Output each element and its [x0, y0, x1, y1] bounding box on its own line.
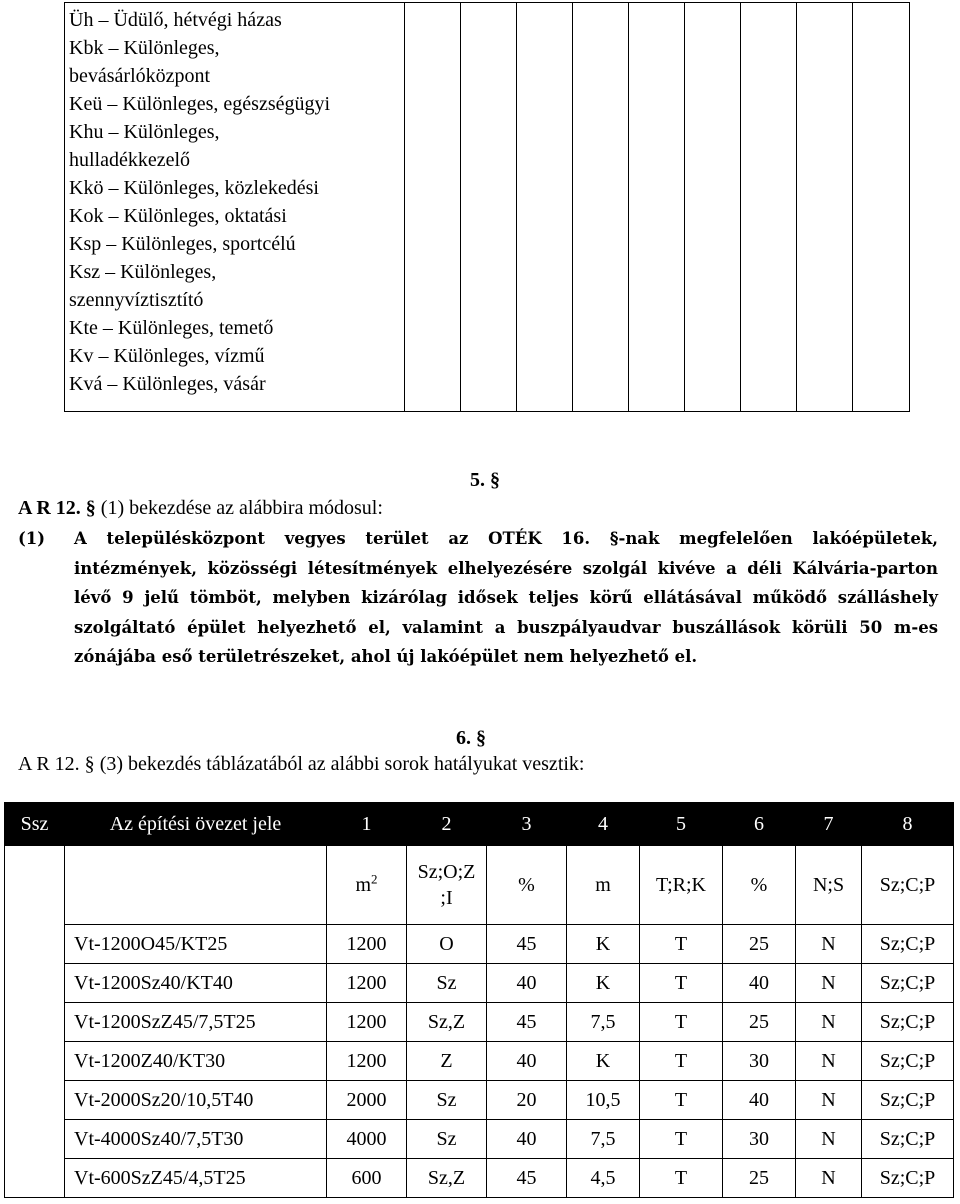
cell: 40 [487, 964, 567, 1003]
zone-list-table [64, 2, 910, 412]
empty-cell [741, 3, 797, 412]
cell: N [796, 964, 862, 1003]
cell: 45 [487, 1159, 567, 1198]
unit-3: % [487, 846, 567, 925]
cell: T [640, 1081, 723, 1120]
cell: 7,5 [567, 1120, 640, 1159]
zone-item: Kkö – Különleges, közlekedési [69, 177, 319, 199]
cell: T [640, 1003, 723, 1042]
table-row [5, 925, 954, 964]
cell: Sz;C;P [862, 1159, 954, 1198]
cell: 4000 [327, 1120, 407, 1159]
empty-cell [629, 3, 685, 412]
section-6-number: 6. § [456, 727, 486, 749]
zone-item: Ksz – Különleges, [69, 261, 217, 283]
header-zone-code: Az építési övezet jele [65, 803, 327, 846]
empty-cell [517, 3, 573, 412]
cell: N [796, 1081, 862, 1120]
empty-cell [685, 3, 741, 412]
cell: 1200 [327, 964, 407, 1003]
cell: K [567, 925, 640, 964]
empty-cell [461, 3, 517, 412]
table-row [5, 1159, 954, 1198]
section-5-number: 5. § [470, 469, 500, 491]
cell: Z [407, 1042, 487, 1081]
unit-2: Sz;O;Z ;I [407, 846, 487, 925]
cell: K [567, 1042, 640, 1081]
cell: N [796, 1120, 862, 1159]
cell: Sz;C;P [862, 925, 954, 964]
cell: N [796, 1003, 862, 1042]
section-5-amendment [18, 496, 383, 520]
cell: 40 [723, 964, 796, 1003]
zone-item: Kok – Különleges, oktatási [69, 205, 287, 227]
zone-item: Keü – Különleges, egészségügyi [69, 93, 331, 115]
empty-cell [797, 3, 853, 412]
zone-list-row [65, 3, 910, 412]
table-row [5, 1081, 954, 1120]
ssz-blank-cell [5, 846, 65, 1198]
header-col-3: 3 [487, 803, 567, 846]
header-col-2: 2 [407, 803, 487, 846]
cell: N [796, 1042, 862, 1081]
cell: 40 [487, 1120, 567, 1159]
section-6-ref: A R 12. § [18, 753, 95, 775]
cell: 1200 [327, 1042, 407, 1081]
table-row [5, 1003, 954, 1042]
section-6-amendment [18, 752, 584, 776]
header-col-7: 7 [796, 803, 862, 846]
cell: Sz;C;P [862, 1120, 954, 1159]
empty-cell [853, 3, 910, 412]
section-5-ref: A R 12. § [18, 497, 96, 519]
header-col-1: 1 [327, 803, 407, 846]
unit-8: Sz;C;P [862, 846, 954, 925]
zone-item: hulladékkezelő [69, 149, 191, 171]
cell: 45 [487, 1003, 567, 1042]
cell: 40 [723, 1081, 796, 1120]
unit-4: m [567, 846, 640, 925]
cell: Sz [407, 1081, 487, 1120]
header-col-8: 8 [862, 803, 954, 846]
unit-5: T;R;K [640, 846, 723, 925]
zone-item: Kbk – Különleges, [69, 37, 220, 59]
cell: 25 [723, 1159, 796, 1198]
cell: Sz;C;P [862, 964, 954, 1003]
header-col-4: 4 [567, 803, 640, 846]
zone-item: bevásárlóközpont [69, 65, 211, 87]
cell: 40 [487, 1042, 567, 1081]
cell: O [407, 925, 487, 964]
zone-table [4, 802, 954, 1198]
cell: 1200 [327, 925, 407, 964]
cell: Sz;C;P [862, 1003, 954, 1042]
zone-item: Üh – Üdülő, hétvégi házas [69, 9, 282, 31]
units-row [5, 846, 954, 925]
header-ssz: Ssz [5, 803, 65, 846]
table-row [5, 964, 954, 1003]
header-col-5: 5 [640, 803, 723, 846]
cell: Sz [407, 964, 487, 1003]
cell: T [640, 964, 723, 1003]
paragraph-text: A településközpont vegyes terület az OTÉK 16. §-nak megfelelően lakóépületek, intézmények, közösségi létesítmények elhelyezésére szolgál kivéve a déli Kálvária-parton lévő 9 jelű tömböt, melyben kizárólag idősek teljes körű ellátásával működő szálláshely szolgáltató épület helyezhető el, valamint a buszpályaudvar buszállások körüli 50 m-es zónájába eső területrészeket, ahol új lakóépület nem helyezhető el. [74, 529, 938, 666]
paragraph-number: (1) [18, 529, 46, 548]
section-5-paragraph [18, 524, 938, 672]
cell: 600 [327, 1159, 407, 1198]
cell: T [640, 1159, 723, 1198]
cell: 1200 [327, 1003, 407, 1042]
cell: Sz [407, 1120, 487, 1159]
unit-6: % [723, 846, 796, 925]
cell: Sz,Z [407, 1003, 487, 1042]
cell: 25 [723, 925, 796, 964]
zone-code: Vt-600SzZ45/4,5T25 [65, 1159, 327, 1198]
zone-code: Vt-2000Sz20/10,5T40 [65, 1081, 327, 1120]
cell: 10,5 [567, 1081, 640, 1120]
unit-7: N;S [796, 846, 862, 925]
cell: 25 [723, 1003, 796, 1042]
cell: Sz,Z [407, 1159, 487, 1198]
zone-item: szennyvíztisztító [69, 289, 204, 311]
zone-list-cell [65, 3, 405, 412]
zone-item: Ksp – Különleges, sportcélú [69, 233, 296, 255]
header-col-6: 6 [723, 803, 796, 846]
cell: N [796, 1159, 862, 1198]
empty-cell [573, 3, 629, 412]
cell: Sz;C;P [862, 1042, 954, 1081]
cell: 2000 [327, 1081, 407, 1120]
section-6-amend-text: (3) bekezdés táblázatából az alábbi sorok hatályukat vesztik: [94, 753, 585, 775]
cell: T [640, 1042, 723, 1081]
cell: 45 [487, 925, 567, 964]
cell: T [640, 1120, 723, 1159]
cell: 20 [487, 1081, 567, 1120]
unit-1: $m^2$ [327, 846, 407, 925]
table-row [5, 1120, 954, 1159]
zone-code: Vt-1200SzZ45/7,5T25 [65, 1003, 327, 1042]
zone-code: Vt-1200Sz40/KT40 [65, 964, 327, 1003]
cell: N [796, 925, 862, 964]
zone-code: Vt-1200O45/KT25 [65, 925, 327, 964]
zone-item: Kv – Különleges, vízmű [69, 345, 265, 367]
cell: 4,5 [567, 1159, 640, 1198]
cell: K [567, 964, 640, 1003]
zone-code: Vt-4000Sz40/7,5T30 [65, 1120, 327, 1159]
units-blank-cell [65, 846, 327, 925]
table-header-row [5, 803, 954, 846]
empty-cell [405, 3, 461, 412]
cell: T [640, 925, 723, 964]
cell: 7,5 [567, 1003, 640, 1042]
zone-item: Kte – Különleges, temető [69, 317, 274, 339]
zone-item: Khu – Különleges, [69, 121, 220, 143]
cell: 30 [723, 1042, 796, 1081]
zone-item: Kvá – Különleges, vásár [69, 373, 266, 395]
section-5-amend-text: (1) bekezdése az alábbira módosul: [95, 497, 383, 519]
cell: Sz;C;P [862, 1081, 954, 1120]
table-row [5, 1042, 954, 1081]
cell: 30 [723, 1120, 796, 1159]
zone-code: Vt-1200Z40/KT30 [65, 1042, 327, 1081]
